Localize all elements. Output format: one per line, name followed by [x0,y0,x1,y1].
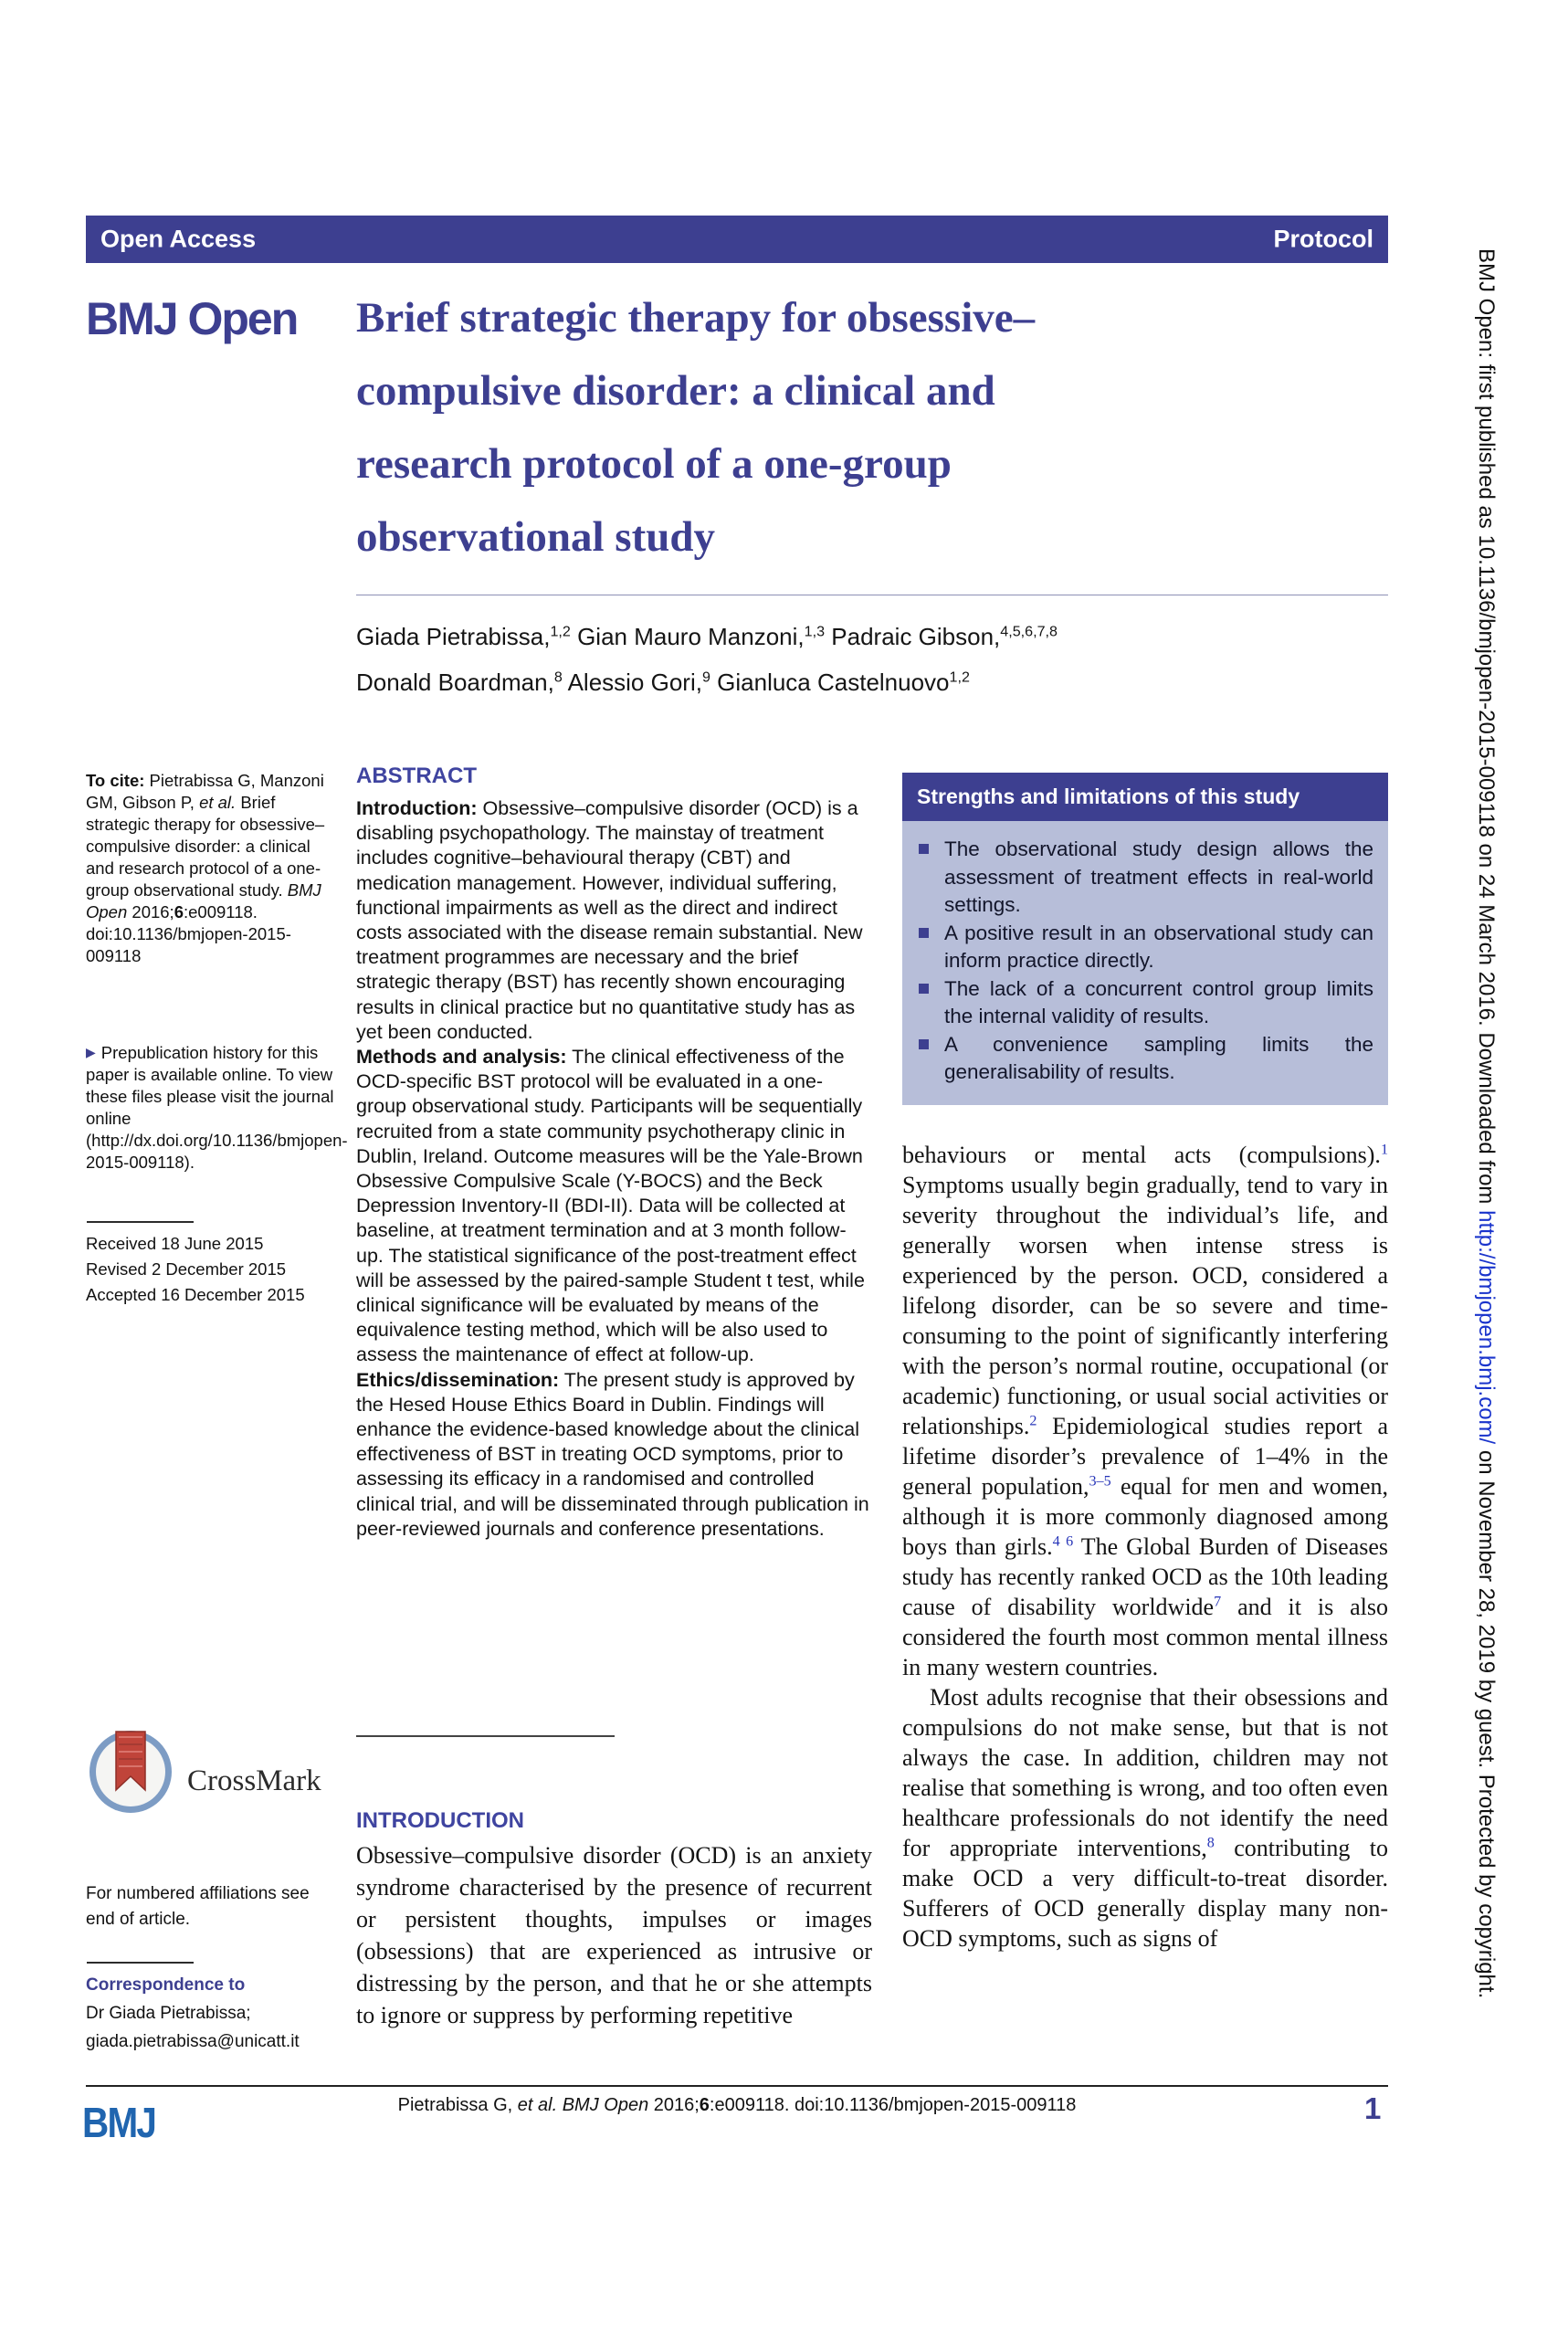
title-line: research protocol of a one-group [356,440,952,488]
abstract-body [356,796,872,1542]
journal-logo: BMJ Open [86,293,298,344]
square-bullet-icon [919,928,929,938]
correspondence-email[interactable]: giada.pietrabissa@unicatt.it [86,2032,300,2051]
title-line: Brief strategic therapy for obsessive– [356,294,1036,342]
author-line: Giada Pietrabissa,$^{1,2}$ Gian Mauro Manzoni,$^{1,3}$ Padraic Gibson,$^{4,5,6,7,8}$ [356,623,1058,650]
strengths-item-text: A positive result in an observational study can inform practice directly. [944,921,1373,972]
strengths-item-text: A convenience sampling limits the generalisability of results. [944,1032,1373,1083]
protocol-label: Protocol [1273,225,1373,253]
received-date: Received 18 June 2015 [86,1234,264,1253]
footer-citation: Pietrabissa G, et al. BMJ Open 2016;6:e009118. doi:10.1136/bmjopen-2015-009118 [397,2095,1077,2115]
to-cite-block: To cite: Pietrabissa G, Manzoni GM, Gibson P, et al. Brief strategic therapy for obsessive–compulsive disorder: a clinical and research protocol of a one-group observational study. BMJ Open 2016;6:e009118. doi:10.1136/bmjopen-2015-009118 [86,771,325,965]
footer-divider [86,2085,1388,2087]
crossmark-label: CrossMark [187,1764,321,1797]
strengths-item [917,1031,1373,1087]
open-access-label: Open Access [100,225,257,253]
article-title [356,281,1388,574]
prepublication-text: Prepublication history for this paper is available online. To view these files please visit the journal online (http://dx.doi.org/10.1136/bmjopen-2015-009118). [86,1043,348,1172]
strengths-limitations-box [902,773,1388,1105]
strengths-item [917,975,1373,1031]
strengths-item [917,836,1373,920]
sidebar-divider [87,1221,194,1223]
page-number: 1 [1364,2091,1382,2125]
introduction-heading: INTRODUCTION [356,1808,524,1833]
introduction-paragraph: Obsessive–compulsive disorder (OCD) is an anxiety syndrome characterised by the presence of recurrent or persistent thoughts, impulses or images (obsessions) that are experienced as intrusive or distressing by the person, and that he or she attempts to ignore or suppress by performing repetitive [356,1842,872,2028]
sidebar-divider [87,1962,194,1964]
crossmark-badge[interactable] [89,1724,335,1820]
correspondence-name: Dr Giada Pietrabissa; [86,2004,251,2023]
bmj-logo: BMJ [82,2099,156,2146]
square-bullet-icon [919,1039,929,1049]
vertical-copyright-note [1468,248,1499,2102]
hyperlink[interactable]: http://bmjopen.bmj.com/ [1474,1210,1499,1445]
square-bullet-icon [919,844,929,854]
abstract-ethics: Ethics/dissemination: The present study is approved by the Hesed House Ethics Board in Dublin. Findings will enhance the evidence-based knowledge about the clinical effectiveness of BST in treating OCD symptoms, prior to assessing its efficacy in a randomised and controlled clinical trial, and will be disseminated through publication in peer-reviewed journals and conference presentations. [356,1368,869,1540]
crossmark-icon [89,1724,176,1816]
title-line: compulsive disorder: a clinical and [356,367,995,415]
strengths-item-text: The observational study design allows the assessment of treatment effects in real-world settings. [944,837,1373,916]
strengths-box-title: Strengths and limitations of this study [902,773,1388,821]
correspondence-heading: Correspondence to [86,1975,246,1995]
body-text-right-column [902,1140,1388,1954]
strengths-box-body [902,821,1388,1105]
abstract-introduction: Introduction: Obsessive–compulsive disorder (OCD) is a disabling psychopathology. The mainstay of treatment includes cognitive–behavioural therapy (CBT) and medication management. However, individual suffering, functional impairments as well as the direct and indirect costs associated with the disease remain substantial. New treatment programmes are necessary and the brief strategic therapy (BST) has recently shown encouraging results in clinical practice but no quantitative study has as yet been conducted. [356,797,863,1043]
title-line: observational study [356,513,716,561]
section-divider [356,1735,615,1737]
revised-date: Revised 2 December 2015 [86,1259,287,1279]
abstract-heading: ABSTRACT [356,764,477,788]
body-paragraph: Most adults recognise that their obsessions and compulsions do not make sense, but that is not always the case. In addition, children may not realise that something is wrong, and too often even healthcare professionals do not identify the need for appropriate interventions,$^8$ contributing to make OCD a very difficult-to-treat disorder. Sufferers of OCD generally display many non-OCD symptoms, such as signs of [902,1684,1388,1952]
prepublication-note [86,1041,348,1174]
vertical-copyright-text: BMJ Open: first published as 10.1136/bmjopen-2015-009118 on 24 March 2016. Downloaded from http://bmjopen.bmj.com/ on November 28, 2019 by guest. Protected by copyright. [1474,248,1499,1999]
history-dates [86,1231,338,1308]
abstract-methods: Methods and analysis: The clinical effectiveness of the OCD-specific BST protocol will be evaluated in a one-group observational study. Participants will be sequentially recruited from a state community psychotherapy clinic in Dublin, Ireland. Outcome measures will be the Yale-Brown Obsessive Compulsive Scale (Y-BOCS) and the Beck Depression Inventory-II (BDI-II). Data will be collected at baseline, at treatment termination and at 3 month follow-up. The statistical significance of the post-treatment effect will be assessed by the paired-sample Student t test, while clinical significance will be evaluated by means of the equivalence testing method, which will be also used to assess the maintenance of effect at follow-up. [356,1046,865,1366]
article-type-bar [86,216,1388,263]
strengths-item-text: The lack of a concurrent control group limits the internal validity of results. [944,976,1373,1027]
square-bullet-icon [919,984,929,994]
triangle-marker-icon: ▶ [86,1045,96,1059]
author-list [356,614,1388,705]
accepted-date: Accepted 16 December 2015 [86,1285,305,1304]
author-line: Donald Boardman,$^8$ Alessio Gori,$^9$ Gianluca Castelnuovo$^{1,2}$ [356,669,970,696]
body-paragraph: behaviours or mental acts (compulsions).$^1$ Symptoms usually begin gradually, tend to vary in severity throughout the individual’s life, and generally worsen when intense stress is experienced by the person. OCD, considered a lifelong disorder, can be so severe and time-consuming to the point of significantly interfering with the person’s normal routine, occupational (or academic) functioning, or usual social activities or relationships.$^2$ Epidemiological studies report a lifetime disorder’s prevalence of 1–4% in the general population,$^{3-5}$ equal for men and women, although it is more commonly diagnosed among boys than girls.$^{4 6}$ The Global Burden of Diseases study has recently ranked OCD as the 10th leading cause of disability worldwide$^7$ and it is also considered the fourth most common mental illness in many western countries. [902,1142,1389,1680]
correspondence-block [86,1971,338,2056]
affiliations-note: For numbered affiliations see end of article. [86,1884,310,1929]
strengths-item [917,920,1373,975]
